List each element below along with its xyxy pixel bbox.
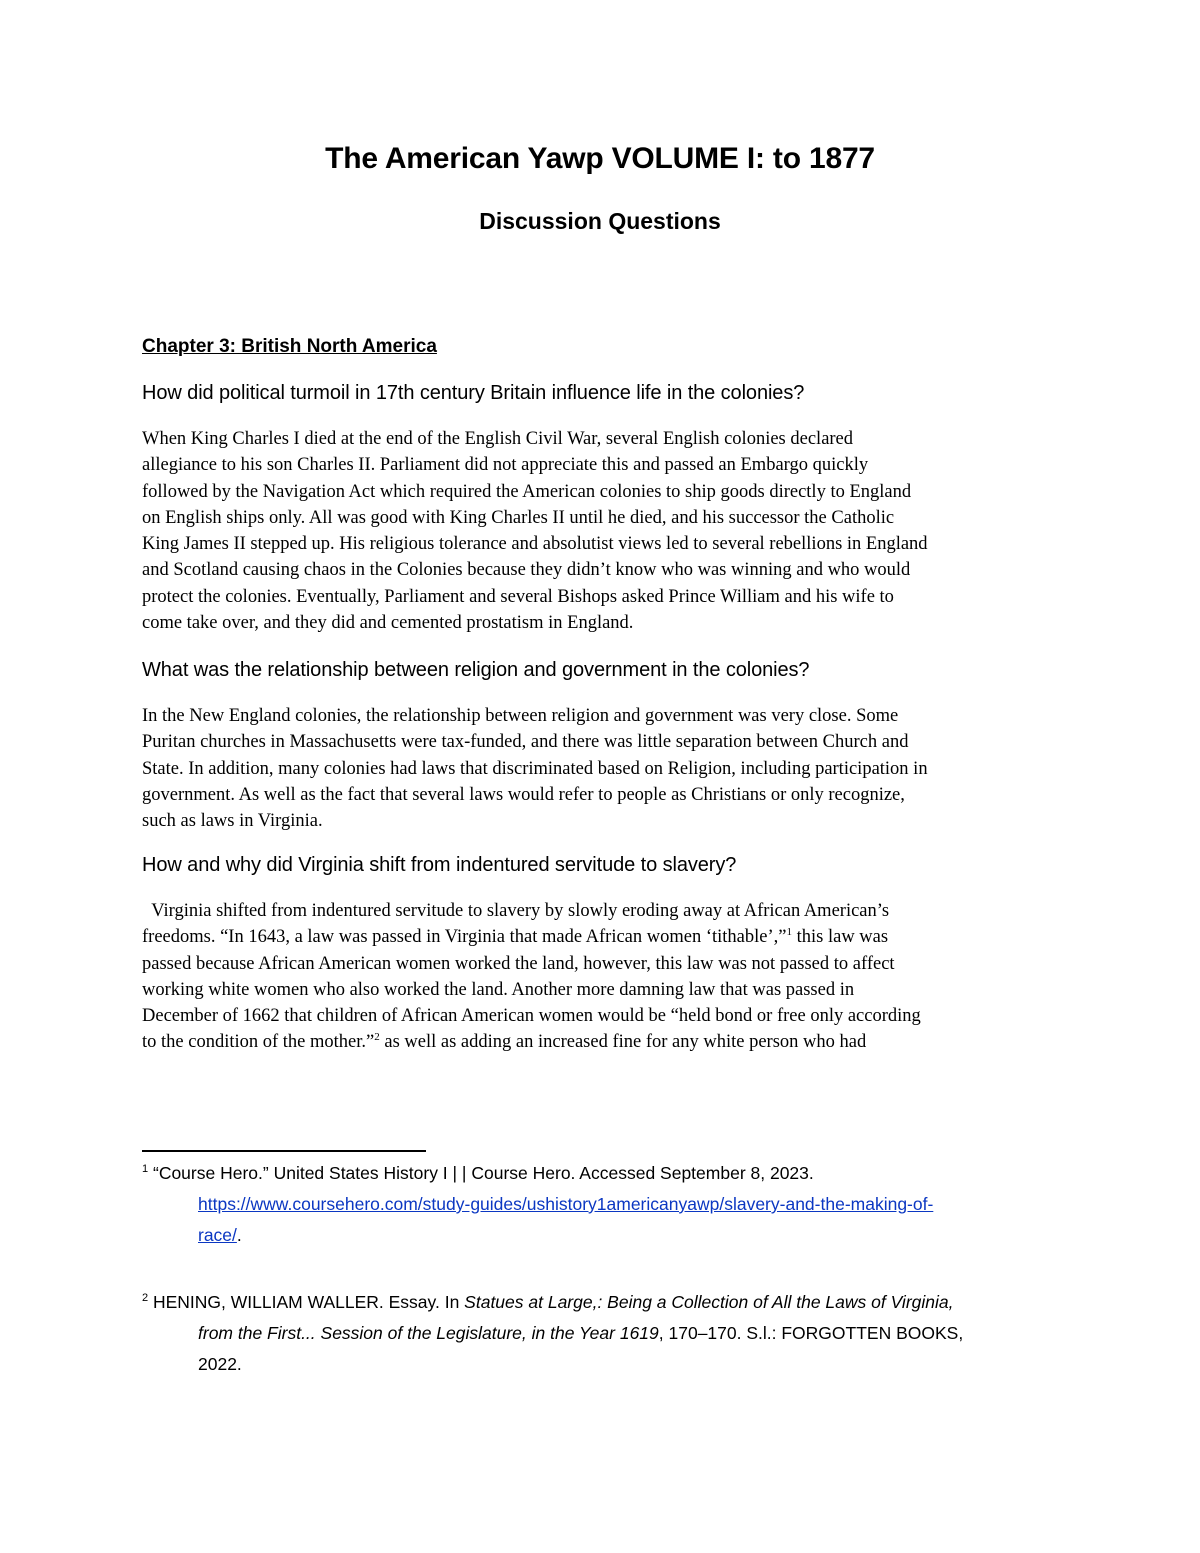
answer-3-line [142, 924, 1067, 950]
answer-1-line: come take over, and they did and cemented prostatism in England. [142, 613, 634, 634]
footnote-link[interactable]: race/ [198, 1225, 237, 1245]
footnote-1-line [142, 1158, 1082, 1189]
footnote-separator [142, 1150, 426, 1152]
footnote-text: “Course Hero.” United States History I | | Course Hero. Accessed September 8, 2023. [148, 1163, 814, 1183]
chapter-heading: Chapter 3: British North America [142, 336, 437, 357]
answer-1 [142, 426, 1067, 636]
footnote-link[interactable]: https://www.coursehero.com/study-guides/ushistory1americanyawp/slavery-and-the-making-of- [198, 1194, 934, 1214]
answer-2-line: Puritan churches in Massachusetts were tax-funded, and there was little separation between Church and [142, 732, 909, 753]
answer-2-line: In the New England colonies, the relationship between religion and government was very close. Some [142, 706, 899, 726]
answer-2 [142, 703, 1067, 834]
answer-2-line: such as laws in Virginia. [142, 811, 323, 832]
footnote-text: HENING, WILLIAM WALLER. Essay. In [148, 1292, 465, 1312]
footnote-ref-1[interactable]: 1 [786, 926, 792, 939]
answer-1-line: on English ships only. All was good with King Charles II until he died, and his successor the Catholic [142, 507, 895, 528]
answer-3-line: passed because African American women worked the land, however, this law was not passed to affect [142, 953, 895, 974]
footnote-1-line [142, 1189, 1082, 1220]
answer-3-text: this law was [791, 927, 889, 948]
question-2: What was the relationship between religion and government in the colonies? [142, 659, 810, 681]
answer-1-line: When King Charles I died at the end of the English Civil War, several English colonies declared [142, 429, 854, 449]
answer-3-text: Virginia shifted from indentured servitude to slavery by slowly eroding away at African American’s [151, 901, 890, 921]
footnote-ref-2[interactable]: 2 [374, 1031, 380, 1044]
answer-1-line: followed by the Navigation Act which required the American colonies to ship goods directly to England [142, 481, 912, 502]
footnote-number: 1 [142, 1163, 149, 1176]
footnote-number: 2 [142, 1292, 149, 1305]
question-1: How did political turmoil in 17th century Britain influence life in the colonies? [142, 382, 805, 404]
footnote-text: , 170–170. S.l.: FORGOTTEN BOOKS, [658, 1323, 964, 1343]
document-subtitle: Discussion Questions [479, 208, 721, 234]
footnote-2 [142, 1287, 1082, 1380]
answer-1-line: protect the colonies. Eventually, Parliament and several Bishops asked Prince William and his wife to [142, 586, 894, 607]
answer-1-line: allegiance to his son Charles II. Parliament did not appreciate this and passed an Embargo quickly [142, 455, 869, 476]
answer-3-line [142, 898, 1067, 924]
answer-3-text: freedoms. “In 1643, a law was passed in Virginia that made African women ‘tithable’,” [142, 927, 787, 948]
footnote-text: . [236, 1225, 242, 1245]
answer-3-line: working white women who also worked the land. Another more damning law that was passed in [142, 979, 855, 1000]
answer-3-line [142, 1029, 1067, 1055]
answer-2-line: State. In addition, many colonies had laws that discriminated based on Religion, including participation in [142, 758, 928, 779]
answer-1-line: and Scotland causing chaos in the Colonies because they didn’t know who was winning and who would [142, 560, 911, 581]
answer-3-line: December of 1662 that children of African American women would be “held bond or free only according [142, 1006, 921, 1027]
footnote-italic-title: from the First... Session of the Legislature, in the Year 1619 [198, 1323, 659, 1343]
footnote-1 [142, 1158, 1082, 1251]
answer-1-line: King James II stepped up. His religious tolerance and absolutist views led to several rebellions in England [142, 534, 928, 555]
footnote-italic-title: Statues at Large,: Being a Collection of All the Laws of Virginia, [464, 1292, 954, 1312]
footnote-2-line: 2022. [198, 1354, 242, 1374]
footnote-2-line [142, 1287, 1082, 1318]
answer-3-text: to the condition of the mother.” [142, 1032, 375, 1053]
question-3: How and why did Virginia shift from indentured servitude to slavery? [142, 854, 737, 876]
document-title: The American Yawp VOLUME I: to 1877 [325, 142, 875, 175]
answer-3 [142, 898, 1067, 1056]
answer-3-text: as well as adding an increased fine for any white person who had [379, 1032, 867, 1053]
footnote-2-line [142, 1318, 1082, 1349]
answer-2-line: government. As well as the fact that several laws would refer to people as Christians or only recognize, [142, 784, 905, 805]
footnote-1-line [142, 1220, 1082, 1251]
